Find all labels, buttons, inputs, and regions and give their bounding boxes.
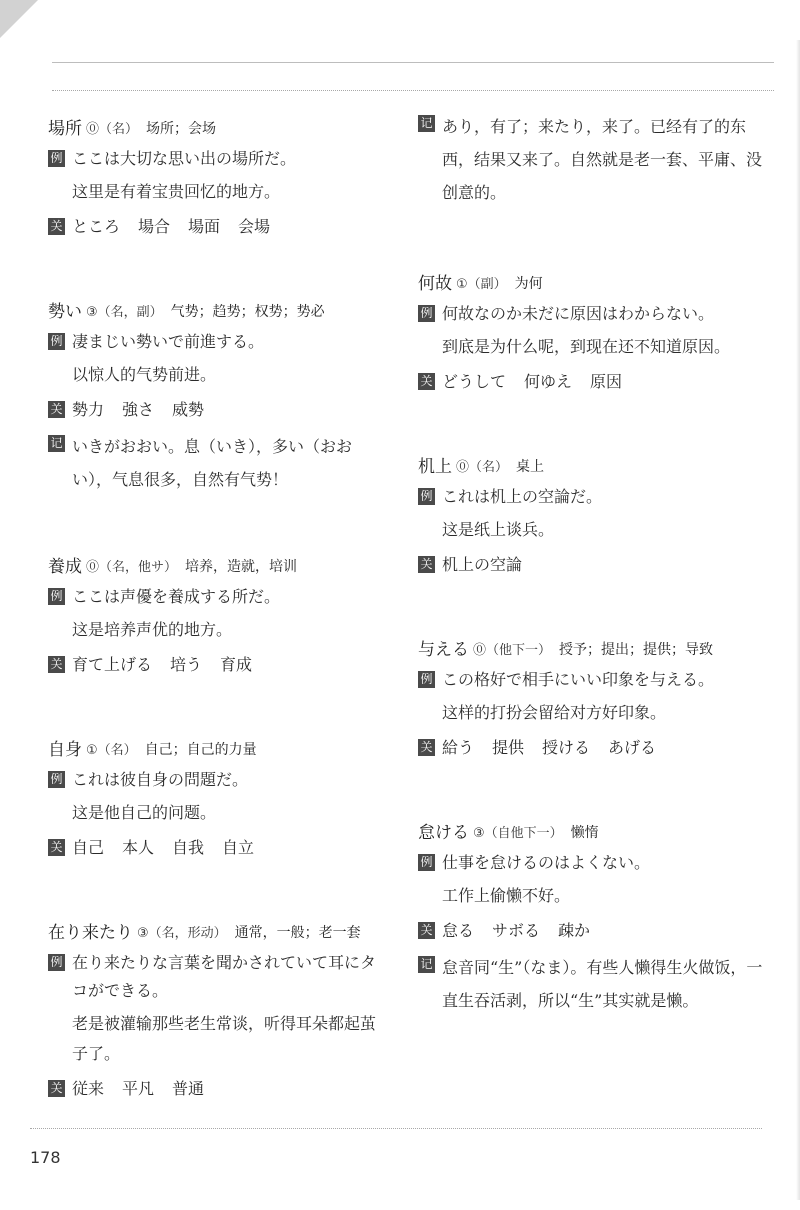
example-jp: 凄まじい勢いで前進する。 [72, 332, 265, 351]
example-cn: 这是他自己的问题。 [72, 803, 217, 822]
note-icon: 记 [418, 115, 435, 132]
headword: 養成 [48, 557, 82, 577]
related-word: 疎か [558, 921, 591, 940]
related-word: 威勢 [172, 400, 205, 419]
related-word: 授ける [542, 738, 591, 757]
related-word: 何ゆえ [524, 372, 573, 391]
related-word: 場合 [138, 217, 171, 236]
headword: 机上 [418, 457, 452, 477]
accent-pos: ⓪（名） [86, 122, 139, 137]
related-word: 勢力 [72, 400, 105, 419]
accent-pos: ③（名，副） [86, 305, 163, 320]
example-jp: 何故なのか未だに原因はわからない。 [442, 304, 715, 323]
example-jp: これは彼自身の問題だ。 [72, 770, 249, 789]
related-word: 平凡 [122, 1079, 155, 1098]
gloss: 懒惰 [570, 825, 599, 841]
entry-jishin [48, 721, 388, 862]
example-cn: 这里是有着宝贵回忆的地方。 [72, 182, 281, 201]
gloss: 培养，造就，培训 [185, 559, 298, 575]
example-icon: 例 [48, 771, 65, 788]
related-word: 会場 [238, 217, 271, 236]
related-word: 本人 [122, 838, 155, 857]
example-icon: 例 [418, 305, 435, 322]
related-icon: 关 [48, 839, 65, 856]
example-jp: ここは声優を養成する所だ。 [72, 587, 281, 606]
example-cn: 工作上偷懒不好。 [442, 886, 571, 905]
related-words [72, 396, 222, 424]
bottom-dotted-rule [30, 1128, 762, 1129]
page-number: 178 [30, 1148, 61, 1167]
entry-namakeru [418, 804, 773, 1017]
gloss: 授予；提出；提供；导致 [559, 642, 714, 658]
example-jp: この格好で相手にいい印象を与える。 [442, 670, 715, 689]
gloss: 桌上 [516, 459, 545, 475]
example-cn: 老是被灌输那些老生常谈，听得耳朵都起茧子了。 [72, 1014, 377, 1063]
example-cn: 这样的打扮会留给对方好印象。 [442, 703, 667, 722]
related-word: 机上の空論 [442, 555, 523, 574]
related-word: 培う [170, 655, 203, 674]
entry-basho [48, 100, 388, 241]
related-icon: 关 [48, 401, 65, 418]
related-word: 怠る [442, 921, 475, 940]
example-icon: 例 [418, 671, 435, 688]
example-cn: 以惊人的气势前进。 [72, 365, 217, 384]
related-word: 育成 [220, 655, 253, 674]
headword: 怠ける [418, 823, 469, 843]
related-words [442, 734, 674, 762]
headword: 与える [418, 640, 469, 660]
accent-pos: ⓪（名） [456, 460, 509, 475]
related-word: 自我 [172, 838, 205, 857]
accent-pos: ③（名，形动） [137, 926, 227, 941]
related-words [442, 551, 540, 579]
example-jp: これは机上の空論だ。 [442, 487, 603, 506]
example-icon: 例 [418, 854, 435, 871]
related-icon: 关 [48, 218, 65, 235]
example-cn: 这是纸上谈兵。 [442, 520, 555, 539]
entry-ataeru [418, 621, 773, 762]
related-word: 育て上げる [72, 655, 153, 674]
example-cn: 到底是为什么呢，到现在还不知道原因。 [442, 337, 731, 356]
related-icon: 关 [48, 656, 65, 673]
related-word: 普通 [172, 1079, 205, 1098]
related-icon: 关 [418, 922, 435, 939]
memory-note: あり，有了；来たり，来了。已经有了的东西，结果又来了。自然就是老一套、平庸、没创意的。 [442, 117, 763, 202]
accent-pos: ①（名） [86, 743, 137, 758]
note-icon: 记 [48, 435, 65, 452]
right-column [418, 100, 773, 1059]
gloss: 自己；自己的力量 [144, 742, 257, 758]
left-column [48, 100, 388, 1145]
related-words [72, 834, 272, 862]
related-icon: 关 [418, 373, 435, 390]
example-cn: 这是培养声优的地方。 [72, 620, 233, 639]
accent-pos: ⓪（名，他サ） [86, 560, 178, 575]
related-word: あげる [608, 738, 657, 757]
headword: 自身 [48, 740, 82, 760]
accent-pos: ①（副） [456, 277, 507, 292]
entry-yousei [48, 538, 388, 679]
related-icon: 关 [418, 739, 435, 756]
headword: 勢い [48, 302, 82, 322]
headword: 何故 [418, 274, 452, 294]
memory-note: 怠音同“生”（なま）。有些人懒得生火做饭，一直生吞活剥，所以“生”其实就是懒。 [442, 958, 763, 1010]
related-icon: 关 [48, 1080, 65, 1097]
arikitari-memory-note [418, 110, 773, 209]
example-icon: 例 [48, 588, 65, 605]
related-words [72, 651, 270, 679]
entry-kijou [418, 438, 773, 579]
related-icon: 关 [418, 556, 435, 573]
related-word: 原因 [590, 372, 623, 391]
related-word: 強さ [122, 400, 155, 419]
related-words [442, 368, 640, 396]
example-icon: 例 [48, 150, 65, 167]
accent-pos: ③（自他下一） [473, 826, 563, 841]
related-words [72, 213, 288, 241]
related-word: 給う [442, 738, 475, 757]
example-icon: 例 [48, 333, 65, 350]
related-word: ところ [72, 217, 121, 236]
entry-ikioi [48, 283, 388, 496]
gloss: 气势；趋势；权势；势必 [170, 304, 325, 320]
related-word: 自己 [72, 838, 105, 857]
related-word: 提供 [492, 738, 525, 757]
related-word: 自立 [222, 838, 255, 857]
related-word: 場面 [188, 217, 221, 236]
example-icon: 例 [418, 488, 435, 505]
related-word: 従来 [72, 1079, 105, 1098]
page-edge-shadow [796, 40, 800, 1200]
example-icon: 例 [48, 954, 65, 971]
memory-note: いきがおおい。息（いき），多い（おおい），气息很多，自然有气势！ [72, 437, 353, 489]
related-words [442, 917, 608, 945]
gloss: 场所；会场 [146, 121, 217, 137]
headword: 在り来たり [48, 923, 133, 943]
related-word: サボる [492, 921, 541, 940]
related-words [72, 1075, 222, 1103]
related-word: どうして [442, 372, 507, 391]
top-rule [52, 62, 774, 63]
entry-arikitari [48, 904, 388, 1103]
example-jp: 仕事を怠けるのはよくない。 [442, 853, 651, 872]
entry-naze [418, 255, 773, 396]
example-jp: ここは大切な思い出の場所だ。 [72, 149, 297, 168]
headword: 場所 [48, 119, 82, 139]
accent-pos: ⓪（他下一） [473, 643, 552, 658]
note-icon: 记 [418, 956, 435, 973]
top-dotted-rule [52, 90, 774, 91]
example-jp: 在り来たりな言葉を聞かされていて耳にタコができる。 [72, 953, 377, 1000]
gloss: 通常，一般；老一套 [234, 925, 361, 941]
gloss: 为何 [514, 276, 543, 292]
page-corner-fold [0, 0, 38, 38]
